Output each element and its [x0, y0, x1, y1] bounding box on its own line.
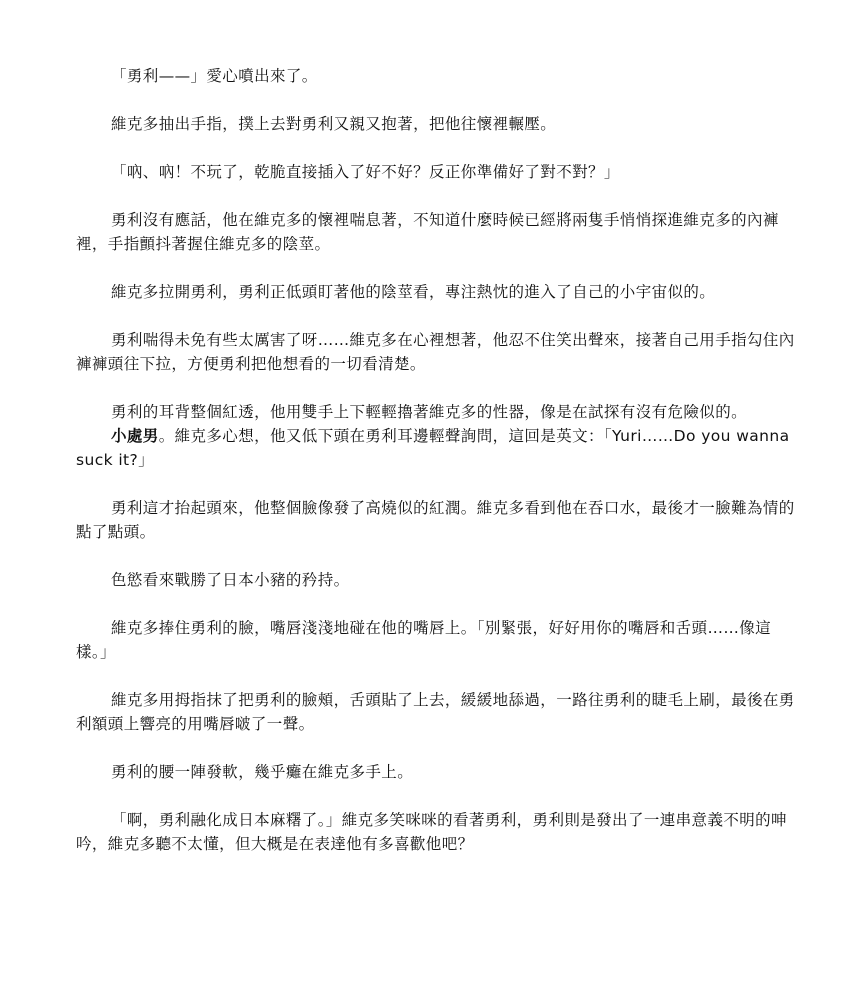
paragraph: 維克多抽出手指，撲上去對勇利又親又抱著，把他往懷裡輾壓。: [111, 115, 557, 133]
document-page: [76, 64, 800, 880]
paragraph: 「勇利——」愛心噴出來了。: [111, 67, 318, 85]
emphasis-text: 小處男: [111, 427, 159, 445]
paragraph: 色慾看來戰勝了日本小豬的矜持。: [111, 571, 350, 589]
paragraph: 勇利喘得未免有些太厲害了呀……維克多在心裡想著，他忍不住笑出聲來，接著自己用手指勾住內褲褲頭往下拉，方便勇利把他想看的一切看清楚。: [76, 331, 795, 373]
paragraph: 勇利這才抬起頭來，他整個臉像發了高燒似的紅潤。維克多看到他在吞口水，最後才一臉難為情的點了點頭。: [76, 499, 795, 541]
paragraph: 勇利的耳背整個紅透，他用雙手上下輕輕擼著維克多的性器，像是在試探有沒有危險似的。: [111, 403, 748, 421]
paragraph: 「吶、吶！不玩了，乾脆直接插入了好不好？反正你準備好了對不對？」: [111, 163, 620, 181]
paragraph-text: 。維克多心想，他又低下頭在勇利耳邊輕聲詢問，這回是英文：「Yuri……Do you wanna suck it?」: [76, 427, 790, 469]
paragraph: [76, 424, 800, 472]
paragraph: 勇利沒有應話，他在維克多的懷裡喘息著，不知道什麼時候已經將兩隻手悄悄探進維克多的內褲裡，手指顫抖著握住維克多的陰莖。: [76, 211, 779, 253]
paragraph: 維克多拉開勇利，勇利正低頭盯著他的陰莖看，專注熱忱的進入了自己的小宇宙似的。: [111, 283, 716, 301]
paragraph: 勇利的腰一陣發軟，幾乎癱在維克多手上。: [111, 763, 414, 781]
paragraph: 「啊，勇利融化成日本麻糬了。」維克多笑咪咪的看著勇利，勇利則是發出了一連串意義不明的呻吟，維克多聽不太懂，但大概是在表達他有多喜歡他吧？: [76, 811, 787, 853]
paragraph: 維克多用拇指抹了把勇利的臉頰，舌頭貼了上去，緩緩地舔過，一路往勇利的睫毛上刷，最後在勇利額頭上響亮的用嘴唇啵了一聲。: [76, 691, 795, 733]
paragraph: 維克多捧住勇利的臉，嘴唇淺淺地碰在他的嘴唇上。「別緊張，好好用你的嘴唇和舌頭……像這樣。」: [76, 619, 772, 661]
